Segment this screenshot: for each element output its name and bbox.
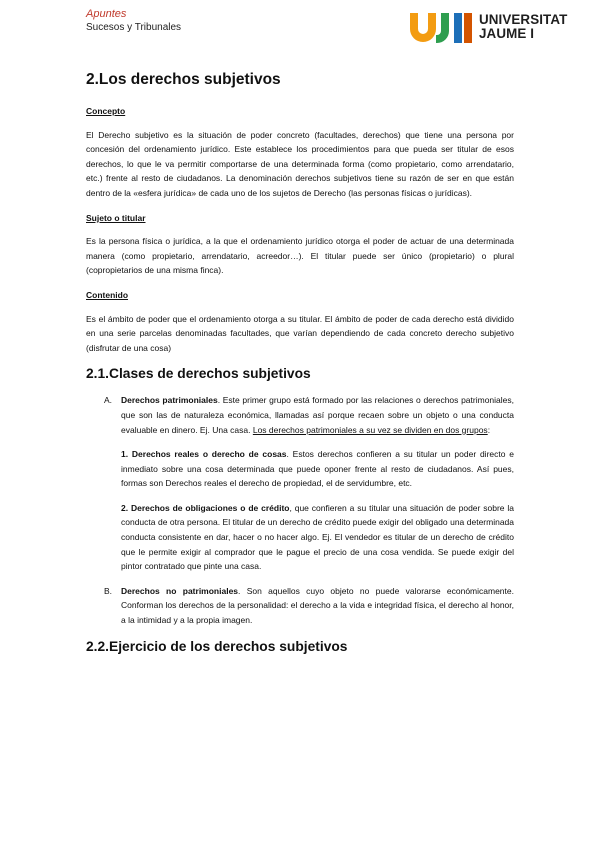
concepto-paragraph: El Derecho subjetivo es la situación de poder concreto (facultades, derechos) que tiene una persona por concesión del ordenamiento jurídico. Este establece los procedimientos para que pueda ser titular de esos derechos, lo que le va permitir comportarse de una determinada forma (como propietario, como arrendatario, etc.) frente al resto de ciudadanos. La denominación derechos subjetivos tiene su razón de ser en que están dentro de la «esfera jurídica» de cada uno de los sujetos de Derecho (las personas físicas o jurídicas).: [86, 129, 514, 198]
sujeto-heading: Sujeto o titular: [86, 212, 146, 223]
obligaciones-term: 2. Derechos de obligaciones o de crédito: [121, 502, 290, 513]
document-body: [86, 70, 514, 666]
list-item-b: [86, 584, 514, 628]
logo-text-line1: UNIVERSITAT: [479, 12, 568, 27]
list-marker-b: B.: [104, 585, 113, 596]
patrimoniales-text: . Este primer grupo está formado por las relaciones o derechos patrimoniales, que son las de naturaleza económica, llamadas así porque recaen sobre un objeto o una conducta evaluable en dinero. Ej. Una casa.: [121, 395, 514, 435]
logo-text: [479, 13, 567, 41]
patrimoniales-colon: :: [487, 424, 491, 435]
reales-term: 1. Derechos reales o derecho de cosas: [121, 449, 287, 460]
logo-text-line2: JAUME I: [479, 26, 535, 41]
header-apuntes: Apuntes: [86, 8, 127, 20]
list-marker-a: A.: [104, 395, 113, 406]
university-logo: [409, 12, 577, 44]
contenido-heading: Contenido: [86, 289, 129, 300]
ejercicio-title: 2.2.Ejercicio de los derechos subjetivos: [86, 638, 348, 654]
no-patrimoniales-paragraph: [121, 584, 514, 628]
logo-j-shape: [436, 13, 449, 43]
no-patrimoniales-term: Derechos no patrimoniales: [121, 585, 239, 596]
no-patrimoniales-text: . Son aquellos cuyo objeto no puede valorarse económicamente. Conforman los derechos de la personalidad: el derecho a la vida e integridad física, el derecho al honor, a la intimidad y a la propia imagen.: [121, 585, 514, 626]
patrimoniales-underlined: Los derechos patrimoniales a su vez se dividen en dos grupos: [252, 424, 488, 435]
sujeto-paragraph: Es la persona física o jurídica, a la que el ordenamiento jurídico otorga el poder de actuar de una determinada manera (como propietario, arrendatario, acreedor…). El titular puede ser único (propietario) o plural (copropietarios de una misma finca).: [86, 236, 514, 276]
logo-i-bar-orange: [464, 13, 472, 43]
reales-paragraph: [121, 447, 514, 491]
logo-i-bar-blue: [454, 13, 462, 43]
logo-u-shape: [410, 13, 436, 42]
clases-list: [86, 393, 514, 627]
clases-title: 2.1.Clases de derechos subjetivos: [86, 366, 311, 382]
section-title: 2.Los derechos subjetivos: [86, 71, 281, 88]
obligaciones-paragraph: [121, 501, 514, 574]
header-subject: Sucesos y Tribunales: [86, 22, 182, 33]
page-header: [86, 7, 181, 34]
patrimoniales-paragraph: [121, 393, 514, 437]
reales-text: . Estos derechos confieren a su titular un poder directo e inmediato sobre una cosa determinada que puede oponer frente al resto de ciudadanos. Así pues, formas son Derechos reales el derecho de propiedad, el de servidumbre, etc.: [121, 449, 514, 489]
patrimoniales-term: Derechos patrimoniales: [121, 395, 218, 406]
uji-logo-icon: [409, 12, 473, 44]
list-item-a: [86, 393, 514, 574]
concepto-heading: Concepto: [86, 106, 126, 116]
contenido-paragraph: Es el ámbito de poder que el ordenamiento otorga a su titular. El ámbito de poder de cada derecho está dividido en una serie parcelas denominadas facultades, que varían dependiendo de cada concreto derecho subjetivo (disfrutar de una cosa): [86, 313, 514, 353]
obligaciones-text: , que confieren a su titular una situación de poder sobre la conducta de otra persona. El titular de un derecho de crédito puede exigir del obligado una determinada conducta consistente en dar, hacer o no hacer algo. Ej. El vendedor es titular de un derecho de crédito que le permite exigir al comprador que le pague el precio de una cosa vendida. Se puede exigir del pintor contratado que pinte una casa.: [121, 502, 515, 572]
